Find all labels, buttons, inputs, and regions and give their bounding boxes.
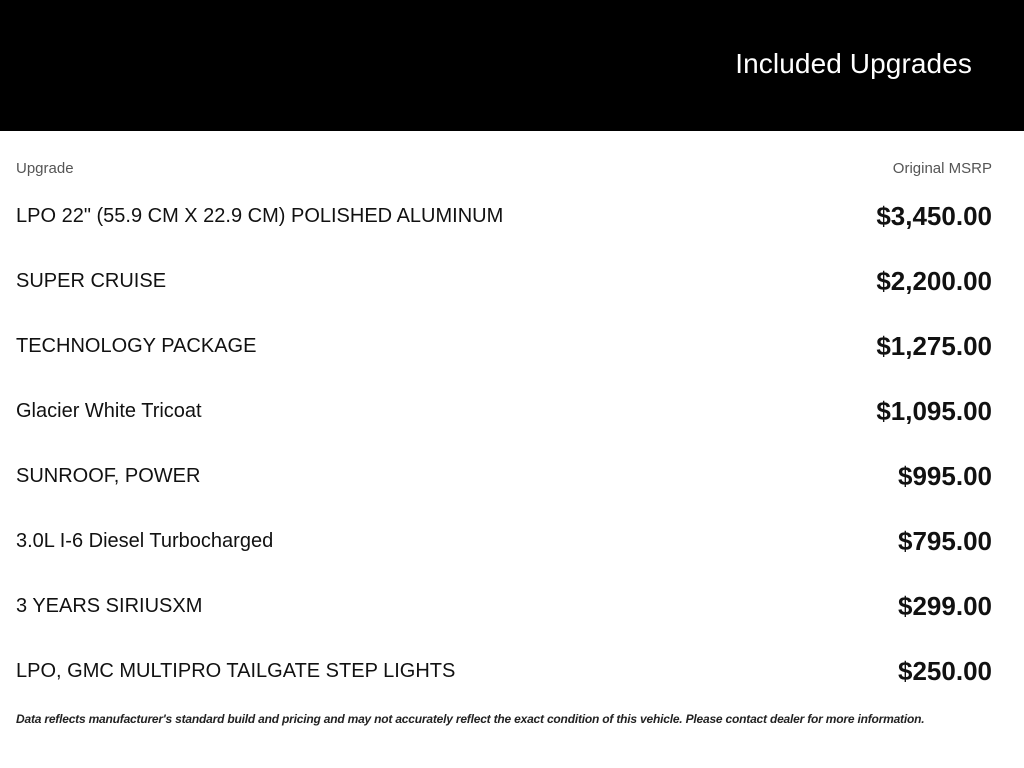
list-item bbox=[16, 380, 992, 445]
upgrade-price: $250.00 bbox=[898, 656, 992, 686]
upgrade-name: TECHNOLOGY PACKAGE bbox=[16, 335, 257, 357]
upgrade-name: 3 YEARS SIRIUSXM bbox=[16, 595, 203, 617]
list-item bbox=[16, 640, 992, 705]
list-item bbox=[16, 575, 992, 640]
upgrade-price: $795.00 bbox=[898, 526, 992, 556]
list-item bbox=[16, 445, 992, 510]
upgrade-list bbox=[16, 185, 992, 705]
upgrade-price: $1,095.00 bbox=[876, 396, 992, 426]
upgrade-name: LPO 22" (55.9 CM X 22.9 CM) POLISHED ALUMINUM bbox=[16, 205, 504, 227]
list-item bbox=[16, 250, 992, 315]
column-header-upgrade: Upgrade bbox=[16, 160, 74, 177]
header-bar bbox=[0, 0, 1024, 131]
upgrade-name: SUPER CRUISE bbox=[16, 270, 167, 292]
upgrade-price: $995.00 bbox=[898, 461, 992, 491]
upgrade-name: LPO, GMC MULTIPRO TAILGATE STEP LIGHTS bbox=[16, 660, 456, 682]
column-header-msrp: Original MSRP bbox=[892, 160, 992, 177]
disclaimer-text: Data reflects manufacturer's standard build and pricing and may not accurately reflect the exact condition of this vehicle. Please contact dealer for more information. bbox=[16, 712, 925, 726]
list-item bbox=[16, 185, 992, 250]
upgrade-name: Glacier White Tricoat bbox=[16, 400, 202, 422]
column-headers bbox=[16, 160, 992, 180]
list-item bbox=[16, 510, 992, 575]
list-item bbox=[16, 315, 992, 380]
upgrade-name: 3.0L I-6 Diesel Turbocharged bbox=[16, 530, 274, 552]
page-title: Included Upgrades bbox=[735, 48, 972, 79]
upgrade-price: $2,200.00 bbox=[876, 266, 992, 296]
upgrade-price: $1,275.00 bbox=[876, 331, 992, 361]
upgrade-name: SUNROOF, POWER bbox=[16, 465, 201, 487]
upgrade-price: $299.00 bbox=[898, 591, 992, 621]
upgrade-price: $3,450.00 bbox=[876, 201, 992, 231]
